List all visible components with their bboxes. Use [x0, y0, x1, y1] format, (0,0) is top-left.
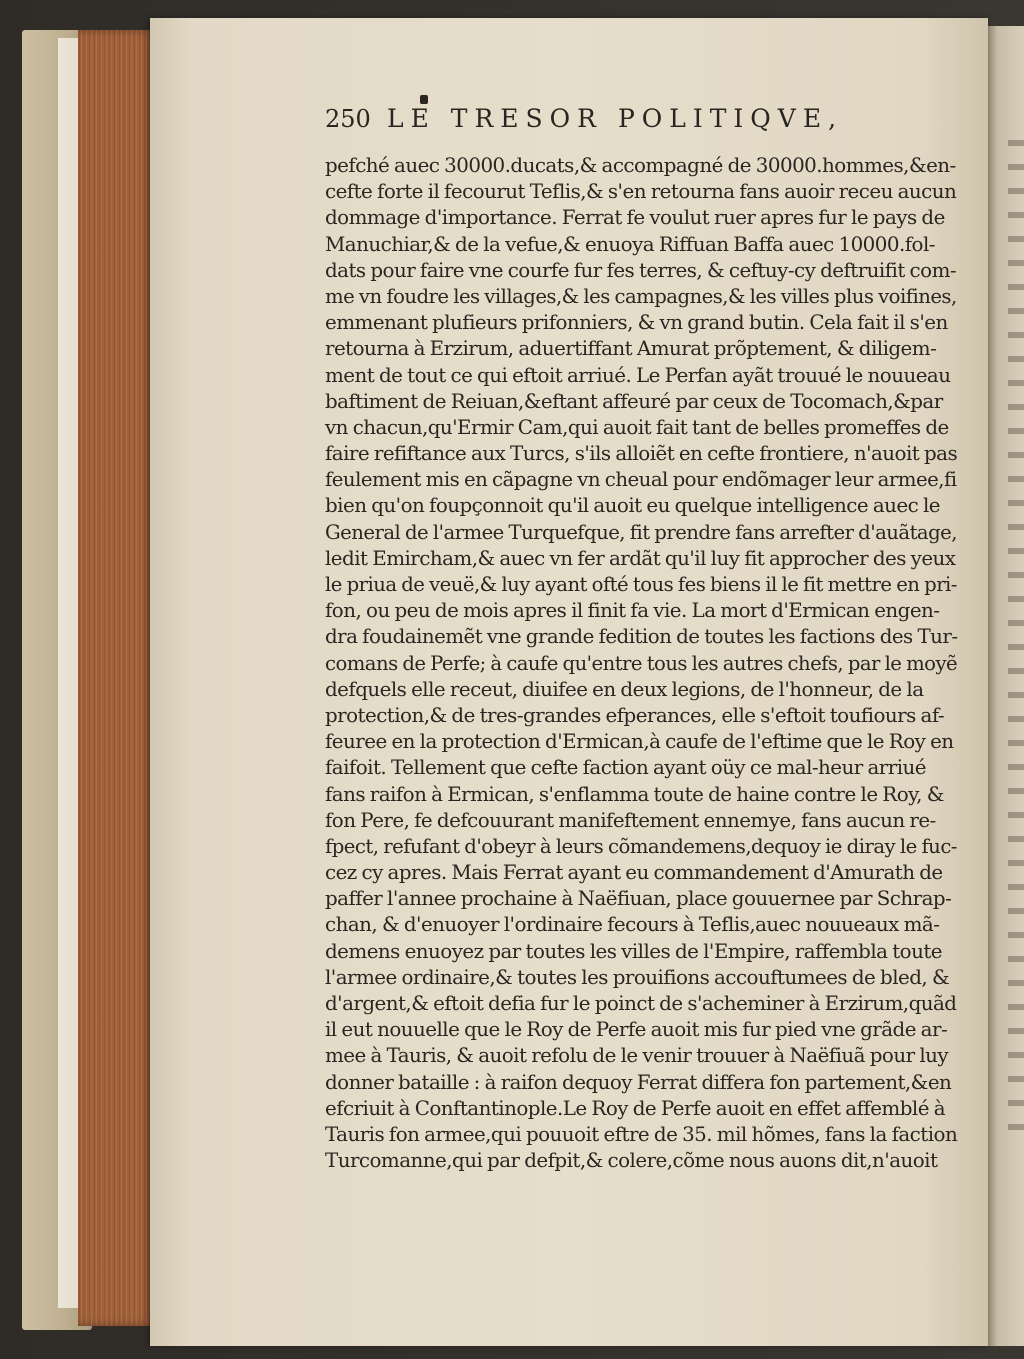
text-line: vn chacun,qu'Ermir Cam,qui auoit fait tant de belles promeffes de [325, 414, 949, 439]
text-line: dommage d'importance. Ferrat fe voulut ruer apres fur le pays de [325, 205, 945, 230]
text-line: protection,& de tres-grandes efperances, elle s'eftoit toufiours af- [325, 702, 945, 727]
text-line: baftiment de Reiuan,&eftant affeuré par ceux de Tocomach,&par [325, 388, 943, 413]
text-line: paffer l'annee prochaine à Naëfiuan, place gouuernee par Schrap- [325, 886, 952, 911]
text-line: comans de Perfe; à caufe qu'entre tous les autres chefs, par le moyẽ [325, 650, 958, 675]
page-header [325, 104, 961, 148]
text-line: fon Pere, fe defcouurant manifeftement ennemye, fans aucun re- [325, 807, 936, 832]
text-line: mee à Tauris, & auoit refolu de le venir trouuer à Naëfiuã pour luy [325, 1043, 949, 1068]
text-line: dats pour faire vne courfe fur fes terres, & ceftuy-cy deftruifit com- [325, 257, 957, 282]
page-text-block [325, 104, 961, 1173]
text-line: fon, ou peu de mois apres il finit fa vie. La mort d'Ermican engen- [325, 598, 940, 623]
running-head: LE TRESOR POLITIQVE, [387, 104, 844, 133]
text-line: Tauris fon armee,qui pouuoit eftre de 35. mil hõmes, fans la faction [325, 1121, 958, 1146]
text-line: retourna à Erzirum, aduertiffant Amurat prõptement, & diligem- [325, 336, 937, 361]
text-line: Manuchiar,& de la vefue,& enuoya Riffuan Baffa auec 10000.fol- [325, 231, 935, 256]
text-line: defquels elle receut, diuifee en deux legions, de l'honneur, de la [325, 676, 924, 701]
page-edges [78, 30, 156, 1326]
text-line: me vn foudre les villages,& les campagnes,& les villes plus voifines, [325, 283, 957, 308]
text-line: le priua de veuë,& luy ayant ofté tous fes biens il le fit mettre en pri- [325, 572, 957, 596]
text-line: cez cy apres. Mais Ferrat ayant eu commandement d'Amurath de [325, 860, 943, 885]
text-line: il eut nouuelle que le Roy de Perfe auoit mis fur pied vne grãde ar- [325, 1017, 948, 1042]
text-line: demens enuoyez par toutes les villes de l'Empire, raffembla toute [325, 938, 943, 963]
text-line: l'armee ordinaire,& toutes les prouifions accouftumees de bled, & [325, 964, 950, 989]
text-line: feulement mis en cãpagne vn cheual pour endõmager leur armee,fi [325, 467, 957, 492]
text-line: pefché auec 30000.ducats,& accompagné de 30000.hommes,&en- [325, 153, 956, 177]
text-line: ment de tout ce qui eftoit arriué. Le Perfan ayãt trouué le nouueau [325, 362, 951, 387]
page-number: 250 [325, 105, 371, 133]
text-line: faifoit. Tellement que cefte faction ayant oüy ce mal-heur arriué [325, 755, 926, 780]
text-line: feuree en la protection d'Ermican,à caufe de l'eftime que le Roy en [325, 729, 954, 754]
text-line: efcriuit à Conftantinople.Le Roy de Perfe auoit en effet affemblé à [325, 1095, 946, 1120]
ink-mark [420, 95, 428, 104]
text-line: fpect, refufant d'obeyr à leurs cõmandemens,dequoy ie diray le fuc- [325, 833, 957, 858]
body-text [325, 152, 961, 1173]
text-line: donner bataille : à raifon dequoy Ferrat differa fon partement,&en [325, 1069, 952, 1094]
text-line: fans raifon à Ermican, s'enflamma toute de haine contre le Roy, & [325, 781, 944, 806]
text-line: bien qu'on foupçonnoit qu'il auoit eu quelque intelligence auec le [325, 493, 941, 518]
text-line: General de l'armee Turquefque, fit prendre fans arrefter d'auãtage, [325, 519, 957, 544]
facing-page-text-fragment [1008, 140, 1024, 1140]
text-line: emmenant plufieurs prifonniers, & vn grand butin. Cela fait il s'en [325, 310, 948, 335]
text-line: Turcomanne,qui par defpit,& colere,cõme nous auons dit,n'auoit [325, 1148, 938, 1173]
text-line: dra foudainemẽt vne grande fedition de toutes les factions des Tur- [325, 624, 958, 649]
text-line: cefte forte il fecourut Teflis,& s'en retourna fans auoir receu aucun [325, 179, 957, 204]
text-line: d'argent,& eftoit defia fur le poinct de s'acheminer à Erzirum,quãd [325, 991, 957, 1015]
text-line: ledit Emircham,& auec vn fer ardãt qu'il luy fit approcher des yeux [325, 545, 956, 570]
text-line: faire refiftance aux Turcs, s'ils alloiẽt en cefte frontiere, n'auoit pas [325, 441, 958, 466]
text-line: chan, & d'enuoyer l'ordinaire fecours à Teflis,auec nouueaux mã- [325, 912, 940, 937]
